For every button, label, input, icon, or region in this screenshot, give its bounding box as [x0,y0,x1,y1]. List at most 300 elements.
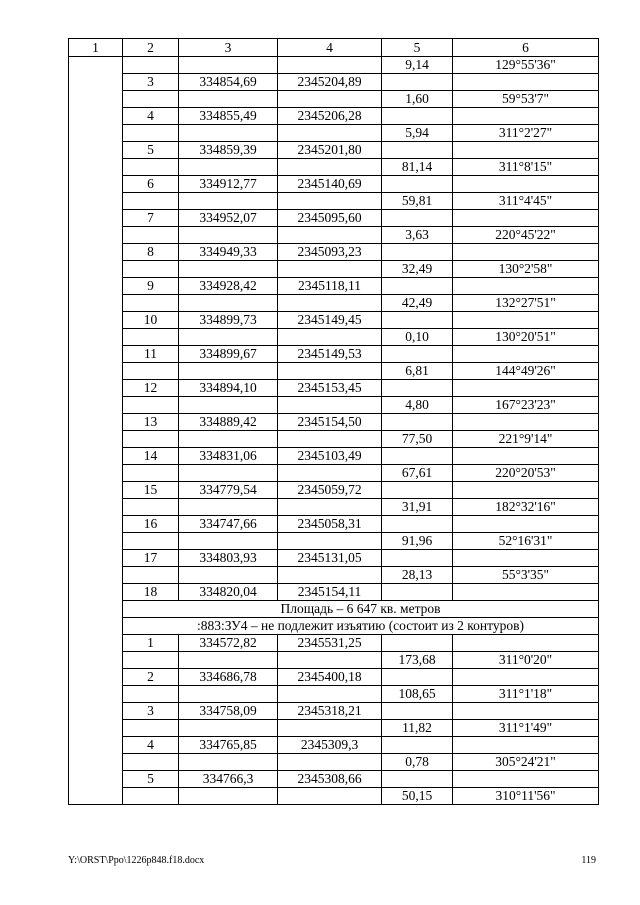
point-row [69,210,599,227]
angle-cell-empty [453,737,599,754]
segment-row [69,295,599,312]
coord-y: 2345531,25 [278,635,382,652]
coord-x: 334899,73 [179,312,278,329]
distance: 9,14 [382,57,453,74]
distance: 6,81 [382,363,453,380]
group-cell [69,142,123,159]
point-number-empty [123,363,179,380]
group-cell [69,210,123,227]
group-cell [69,227,123,244]
coord-y: 2345201,80 [278,142,382,159]
coord-x-empty [179,567,278,584]
group-cell [69,516,123,533]
direction-angle: 311°1'18" [453,686,599,703]
coord-x: 334747,66 [179,516,278,533]
direction-angle: 220°20'53" [453,465,599,482]
distance: 32,49 [382,261,453,278]
point-row [69,482,599,499]
direction-angle: 129°55'36" [453,57,599,74]
angle-cell-empty [453,142,599,159]
segment-row [69,227,599,244]
segment-row [69,720,599,737]
direction-angle: 132°27'51" [453,295,599,312]
coord-y: 2345140,69 [278,176,382,193]
point-number: 3 [123,703,179,720]
coord-y: 2345153,45 [278,380,382,397]
group-cell [69,261,123,278]
distance-cell-empty [382,74,453,91]
distance-cell-empty [382,771,453,788]
coord-y-empty [278,227,382,244]
coord-x: 334859,39 [179,142,278,159]
angle-cell-empty [453,550,599,567]
group-cell [69,584,123,601]
point-number-empty [123,397,179,414]
direction-angle: 52°16'31" [453,533,599,550]
group-cell [69,414,123,431]
point-number-empty [123,788,179,805]
angle-cell-empty [453,669,599,686]
group-cell [69,720,123,737]
distance: 173,68 [382,652,453,669]
direction-angle: 305°24'21" [453,754,599,771]
distance: 31,91 [382,499,453,516]
angle-cell-empty [453,108,599,125]
group-cell [69,771,123,788]
point-row [69,635,599,652]
coord-x-empty [179,397,278,414]
point-number-empty [123,465,179,482]
angle-cell-empty [453,380,599,397]
coord-x-empty [179,57,278,74]
group-cell [69,482,123,499]
summary-row [69,601,599,618]
group-cell [69,533,123,550]
point-row [69,142,599,159]
coord-y: 2345309,3 [278,737,382,754]
header-cell-3: 3 [179,39,278,57]
point-number: 1 [123,635,179,652]
point-number-empty [123,567,179,584]
coord-y: 2345308,66 [278,771,382,788]
coord-y-empty [278,686,382,703]
distance-cell-empty [382,142,453,159]
coord-x-empty [179,499,278,516]
coord-y-empty [278,652,382,669]
coord-y: 2345093,23 [278,244,382,261]
segment-row [69,533,599,550]
angle-cell-empty [453,516,599,533]
point-number: 16 [123,516,179,533]
segment-row [69,465,599,482]
point-number-empty [123,193,179,210]
point-number: 18 [123,584,179,601]
coord-y-empty [278,363,382,380]
header-cell-1: 1 [69,39,123,57]
segment-row [69,754,599,771]
coord-y: 2345318,21 [278,703,382,720]
direction-angle: 220°45'22" [453,227,599,244]
angle-cell-empty [453,635,599,652]
footer-file-path: Y:\ORST\Ppo\1226p848.f18.docx [68,855,205,866]
point-number: 10 [123,312,179,329]
coord-x-empty [179,533,278,550]
distance-cell-empty [382,482,453,499]
point-row [69,669,599,686]
distance: 0,78 [382,754,453,771]
header-row [69,39,599,57]
angle-cell-empty [453,584,599,601]
point-row [69,414,599,431]
distance-cell-empty [382,516,453,533]
point-number: 4 [123,737,179,754]
group-cell [69,550,123,567]
coord-x: 334952,07 [179,210,278,227]
coord-x: 334855,49 [179,108,278,125]
point-number: 13 [123,414,179,431]
coord-y: 2345059,72 [278,482,382,499]
angle-cell-empty [453,448,599,465]
point-row [69,448,599,465]
summary-row [69,618,599,635]
coord-y: 2345095,60 [278,210,382,227]
distance-cell-empty [382,737,453,754]
distance-cell-empty [382,669,453,686]
coord-x: 334899,67 [179,346,278,363]
distance: 50,15 [382,788,453,805]
coord-y-empty [278,329,382,346]
group-cell [69,363,123,380]
coord-y: 2345204,89 [278,74,382,91]
coord-x: 334686,78 [179,669,278,686]
distance: 11,82 [382,720,453,737]
angle-cell-empty [453,210,599,227]
direction-angle: 311°8'15" [453,159,599,176]
group-cell [69,737,123,754]
group-cell [69,686,123,703]
point-number-empty [123,754,179,771]
angle-cell-empty [453,244,599,261]
distance: 0,10 [382,329,453,346]
point-number-empty [123,431,179,448]
angle-cell-empty [453,482,599,499]
coord-x-empty [179,91,278,108]
group-cell [69,448,123,465]
angle-cell-empty [453,414,599,431]
group-cell [69,431,123,448]
segment-row [69,329,599,346]
distance: 4,80 [382,397,453,414]
direction-angle: 59°53'7" [453,91,599,108]
segment-row [69,91,599,108]
segment-row [69,397,599,414]
distance-cell-empty [382,448,453,465]
segment-row [69,499,599,516]
segment-row [69,652,599,669]
distance: 67,61 [382,465,453,482]
coord-x-empty [179,261,278,278]
direction-angle: 310°11'56" [453,788,599,805]
group-cell [69,91,123,108]
direction-angle: 130°20'51" [453,329,599,346]
coord-x: 334803,93 [179,550,278,567]
distance: 91,96 [382,533,453,550]
coord-x: 334572,82 [179,635,278,652]
point-row [69,516,599,533]
coord-y-empty [278,295,382,312]
point-number-empty [123,720,179,737]
distance-cell-empty [382,176,453,193]
coord-y-empty [278,499,382,516]
angle-cell-empty [453,74,599,91]
group-cell [69,601,123,618]
point-row [69,703,599,720]
group-cell [69,108,123,125]
direction-angle: 144°49'26" [453,363,599,380]
coord-y: 2345154,50 [278,414,382,431]
coord-y-empty [278,91,382,108]
group-cell [69,244,123,261]
header-cell-5: 5 [382,39,453,57]
direction-angle: 311°0'20" [453,652,599,669]
coord-x-empty [179,295,278,312]
coord-y-empty [278,193,382,210]
summary-text: :883:ЗУ4 – не подлежит изъятию (состоит из 2 контуров) [123,618,599,635]
summary-text: Площадь – 6 647 кв. метров [123,601,599,618]
coord-y: 2345154,11 [278,584,382,601]
point-number: 17 [123,550,179,567]
group-cell [69,329,123,346]
point-number-empty [123,329,179,346]
coord-x: 334949,33 [179,244,278,261]
segment-row [69,363,599,380]
point-row [69,244,599,261]
group-cell [69,380,123,397]
coord-x: 334889,42 [179,414,278,431]
distance: 77,50 [382,431,453,448]
group-cell [69,703,123,720]
distance-cell-empty [382,210,453,227]
distance: 108,65 [382,686,453,703]
coord-x-empty [179,686,278,703]
point-row [69,176,599,193]
coord-x: 334820,04 [179,584,278,601]
coord-x: 334831,06 [179,448,278,465]
group-cell [69,346,123,363]
point-row [69,108,599,125]
point-row [69,584,599,601]
point-number-empty [123,91,179,108]
segment-row [69,686,599,703]
coord-x-empty [179,465,278,482]
group-cell [69,278,123,295]
coord-x: 334928,42 [179,278,278,295]
group-cell [69,669,123,686]
point-number: 5 [123,771,179,788]
point-number-empty [123,57,179,74]
distance: 5,94 [382,125,453,142]
point-row [69,380,599,397]
coord-x: 334765,85 [179,737,278,754]
coord-x-empty [179,431,278,448]
distance: 3,63 [382,227,453,244]
coord-x-empty [179,193,278,210]
header-cell-4: 4 [278,39,382,57]
distance-cell-empty [382,414,453,431]
coord-x-empty [179,363,278,380]
point-number-empty [123,159,179,176]
direction-angle: 311°1'49" [453,720,599,737]
point-number: 2 [123,669,179,686]
distance-cell-empty [382,550,453,567]
group-cell [69,159,123,176]
point-number: 5 [123,142,179,159]
coord-x: 334766,3 [179,771,278,788]
coord-x-empty [179,227,278,244]
group-cell [69,176,123,193]
distance: 28,13 [382,567,453,584]
group-cell [69,57,123,74]
coord-x-empty [179,720,278,737]
distance-cell-empty [382,278,453,295]
point-number: 9 [123,278,179,295]
direction-angle: 167°23'23" [453,397,599,414]
direction-angle: 221°9'14" [453,431,599,448]
coord-y: 2345058,31 [278,516,382,533]
coord-y: 2345206,28 [278,108,382,125]
point-number: 3 [123,74,179,91]
direction-angle: 311°4'45" [453,193,599,210]
group-cell [69,312,123,329]
point-row [69,737,599,754]
coord-x-empty [179,788,278,805]
distance: 1,60 [382,91,453,108]
coord-y: 2345118,11 [278,278,382,295]
coord-x: 334854,69 [179,74,278,91]
direction-angle: 130°2'58" [453,261,599,278]
direction-angle: 55°3'35" [453,567,599,584]
group-cell [69,754,123,771]
group-cell [69,618,123,635]
coord-x: 334912,77 [179,176,278,193]
group-cell [69,74,123,91]
group-cell [69,193,123,210]
segment-row [69,261,599,278]
segment-row [69,788,599,805]
segment-row [69,159,599,176]
coord-x: 334779,54 [179,482,278,499]
distance-cell-empty [382,346,453,363]
coord-y-empty [278,754,382,771]
distance-cell-empty [382,703,453,720]
coord-y: 2345131,05 [278,550,382,567]
point-number-empty [123,533,179,550]
point-row [69,74,599,91]
point-row [69,550,599,567]
point-number: 7 [123,210,179,227]
coord-y-empty [278,159,382,176]
distance-cell-empty [382,635,453,652]
coord-y-empty [278,567,382,584]
coord-y-empty [278,397,382,414]
distance-cell-empty [382,244,453,261]
distance-cell-empty [382,108,453,125]
coord-y: 2345400,18 [278,669,382,686]
point-number: 8 [123,244,179,261]
angle-cell-empty [453,176,599,193]
distance-cell-empty [382,584,453,601]
angle-cell-empty [453,771,599,788]
segment-row [69,431,599,448]
segment-row [69,57,599,74]
segment-row [69,193,599,210]
coord-y: 2345149,53 [278,346,382,363]
point-number-empty [123,261,179,278]
distance-cell-empty [382,312,453,329]
header-cell-2: 2 [123,39,179,57]
angle-cell-empty [453,278,599,295]
distance: 42,49 [382,295,453,312]
coord-y-empty [278,261,382,278]
point-row [69,312,599,329]
coord-x-empty [179,125,278,142]
coord-x: 334894,10 [179,380,278,397]
angle-cell-empty [453,346,599,363]
distance-cell-empty [382,380,453,397]
segment-row [69,567,599,584]
coord-x: 334758,09 [179,703,278,720]
coordinates-table [68,38,599,805]
angle-cell-empty [453,312,599,329]
header-cell-6: 6 [453,39,599,57]
coord-y-empty [278,57,382,74]
segment-row [69,125,599,142]
point-number: 15 [123,482,179,499]
coord-y: 2345149,45 [278,312,382,329]
group-cell [69,652,123,669]
group-cell [69,499,123,516]
coord-y-empty [278,465,382,482]
coord-x-empty [179,754,278,771]
coord-y-empty [278,533,382,550]
point-row [69,771,599,788]
point-number-empty [123,227,179,244]
point-number-empty [123,125,179,142]
point-number-empty [123,295,179,312]
point-number-empty [123,686,179,703]
point-row [69,346,599,363]
group-cell [69,295,123,312]
coord-y-empty [278,431,382,448]
angle-cell-empty [453,703,599,720]
direction-angle: 311°2'27" [453,125,599,142]
coord-y-empty [278,720,382,737]
table-body [69,57,599,805]
point-number: 14 [123,448,179,465]
point-number-empty [123,652,179,669]
group-cell [69,397,123,414]
group-cell [69,465,123,482]
point-row [69,278,599,295]
point-number: 12 [123,380,179,397]
page-number: 119 [581,855,596,866]
point-number: 6 [123,176,179,193]
group-cell [69,567,123,584]
distance: 59,81 [382,193,453,210]
group-cell [69,125,123,142]
group-cell [69,635,123,652]
point-number: 4 [123,108,179,125]
